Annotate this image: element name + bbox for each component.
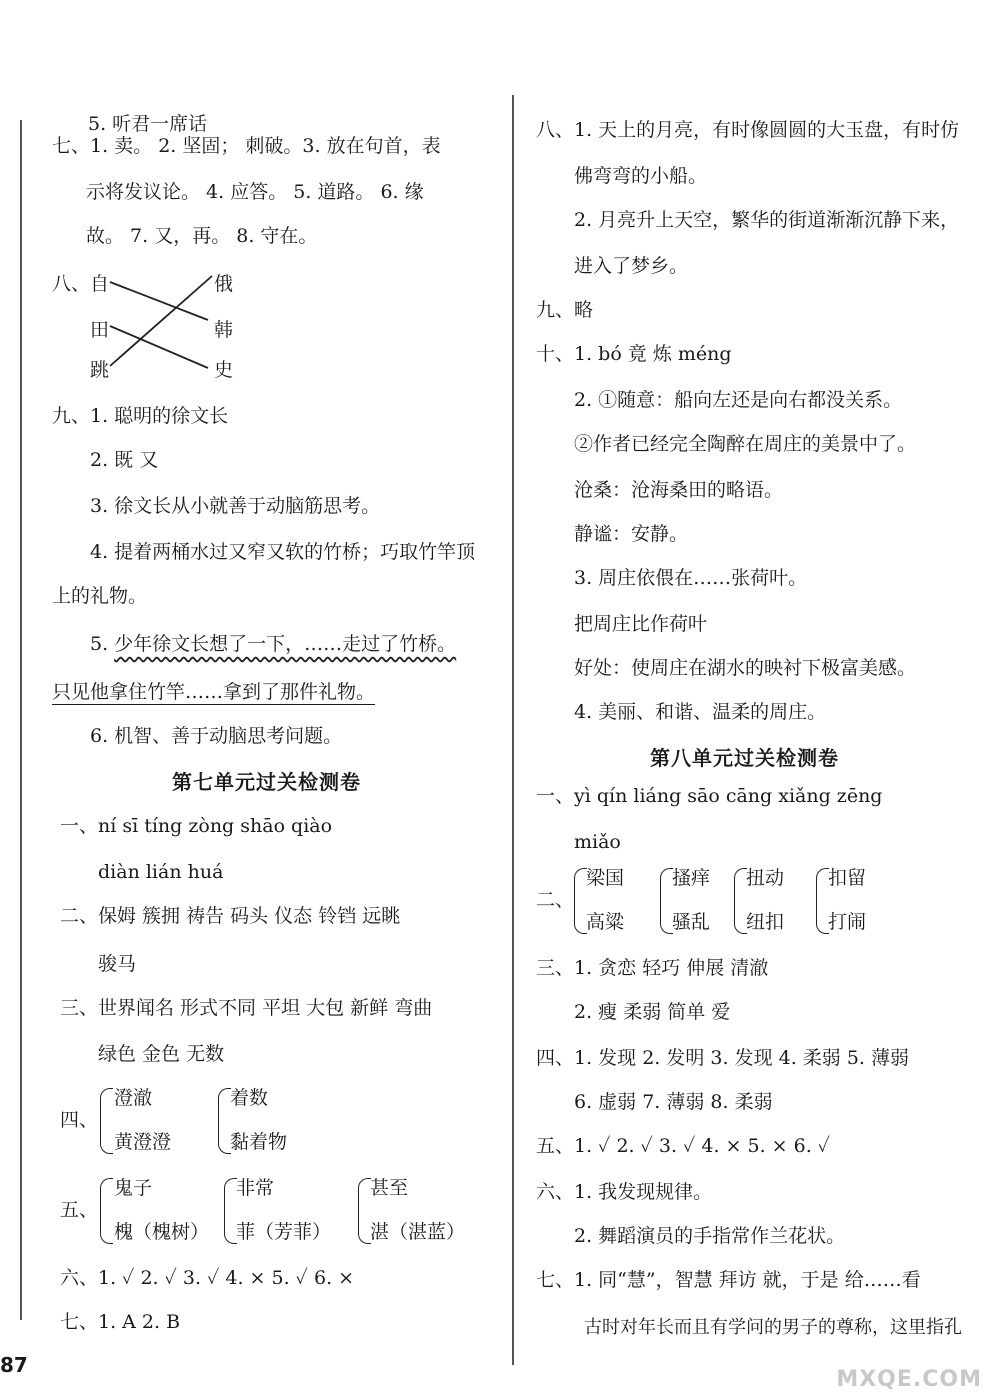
word-pair-item: 纽扣 xyxy=(746,911,785,933)
answer-line: 六、1. 我发现规律。 xyxy=(536,1181,713,1203)
answer-line: 2. 月亮升上天空，繁华的街道渐渐沉静下来， xyxy=(574,209,960,231)
unit8-heading: 第八单元过关检测卷 xyxy=(650,746,839,770)
question-label: 五、 xyxy=(60,1199,99,1221)
match-line xyxy=(110,326,208,368)
answer-prefix: 5. xyxy=(90,633,115,655)
word-pair-item: 澄澈 xyxy=(114,1087,153,1109)
answer-line: 六、1. ✓ 2. ✓ 3. ✓ 4. × 5. ✓ 6. × xyxy=(60,1267,355,1289)
watermark: MXQE.COM xyxy=(836,1367,982,1392)
brace xyxy=(100,1088,113,1154)
answer-line: 沧桑：沧海桑田的略语。 xyxy=(574,479,784,501)
answer-line: 七、1. 卖。 2. 坚固； 刺破。3. 放在句首，表 xyxy=(52,135,441,157)
answer-line: 3. 徐文长从小就善于动脑筋思考。 xyxy=(90,495,381,517)
answer-line: 十、1. bó 竟 炼 méng xyxy=(536,343,732,365)
word-pair-item: 着数 xyxy=(230,1087,269,1109)
answer-line: 2. ①随意：船向左还是向右都没关系。 xyxy=(574,389,903,411)
answer-line: ②作者已经完全陶醉在周庄的美景中了。 xyxy=(574,433,917,455)
wavy-underlined-text: 少年徐文长想了一下，……走过了竹桥。 xyxy=(114,633,457,655)
question-label: 二、 xyxy=(536,889,575,911)
answer-line: 2. 瘦 柔弱 简单 爱 xyxy=(574,1001,731,1023)
word-pair-item: 黏着物 xyxy=(230,1131,288,1153)
match-line xyxy=(110,276,212,366)
answer-line: 4. 提着两桶水过又窄又软的竹桥；巧取竹竿顶 xyxy=(90,541,476,563)
answer-line: 6. 虚弱 7. 薄弱 8. 柔弱 xyxy=(574,1091,773,1113)
answer-line: 骏马 xyxy=(98,953,137,975)
answer-line: 静谧：安静。 xyxy=(574,523,689,545)
answer-line: 3. 周庄依偎在……张荷叶。 xyxy=(574,567,808,589)
pinyin-line: 一、yì qín liáng sāo cāng xiǎng zēng xyxy=(536,785,883,807)
answer-line: 七、1. A 2. B xyxy=(60,1311,181,1333)
answer-line: 上的礼物。 xyxy=(52,585,148,607)
answer-line: 八、1. 天上的月亮，有时像圆圆的大玉盘，有时仿 xyxy=(536,119,960,141)
word-pair-item: 菲（芳菲） xyxy=(236,1221,332,1243)
question-label: 八、 xyxy=(52,273,91,295)
match-line xyxy=(110,282,208,320)
answer-line: 好处：使周庄在湖水的映衬下极富美感。 xyxy=(574,657,917,679)
word-pair-item: 湛（湛蓝） xyxy=(370,1221,466,1243)
question-label: 四、 xyxy=(60,1109,99,1131)
word-pair-item: 梁国 xyxy=(586,867,625,889)
match-left-item: 跳 xyxy=(90,359,110,381)
pinyin-line: diàn lián huá xyxy=(98,861,224,883)
word-pair-item: 骚乱 xyxy=(672,911,711,933)
answer-line: 三、1. 贪恋 轻巧 伸展 清澈 xyxy=(536,957,769,979)
answer-line: 把周庄比作荷叶 xyxy=(574,613,708,635)
answer-line: 进入了梦乡。 xyxy=(574,255,689,277)
answer-line: 2. 舞蹈演员的手指常作兰花状。 xyxy=(574,1225,846,1247)
answer-line: 绿色 金色 无数 xyxy=(98,1043,225,1065)
word-pair-item: 非常 xyxy=(236,1177,275,1199)
answer-line: 古时对年长而且有学问的男子的尊称，这里指孔 xyxy=(584,1317,962,1338)
word-pair-item: 甚至 xyxy=(370,1177,409,1199)
answer-line: 七、1. 同“慧”，智慧 拜访 就，于是 给……看 xyxy=(536,1269,921,1291)
answer-line: 佛弯弯的小船。 xyxy=(574,165,708,187)
answer-line: 二、保姆 簇拥 祷告 码头 仪态 铃铛 远眺 xyxy=(60,905,401,927)
match-left-item: 田 xyxy=(90,319,110,341)
unit7-heading: 第七单元过关检测卷 xyxy=(172,770,361,794)
answer-line: 4. 美丽、和谐、温柔的周庄。 xyxy=(574,701,827,723)
match-right-item: 韩 xyxy=(214,319,234,341)
matching-lines xyxy=(104,272,224,382)
match-right-item: 史 xyxy=(214,359,234,381)
answer-line: 五、1. ✓ 2. ✓ 3. ✓ 4. × 5. × 6. ✓ xyxy=(536,1135,831,1157)
word-pair-item: 扣留 xyxy=(828,867,867,889)
answer-line: 故。 7. 又，再。 8. 守在。 xyxy=(86,225,318,247)
pinyin-line: 一、ní sī tíng zòng shāo qiào xyxy=(60,815,333,837)
answer-line: 示将发议论。 4. 应答。 5. 道路。 6. 缘 xyxy=(86,181,424,203)
word-pair-item: 打闹 xyxy=(828,911,867,933)
answer-line: 2. 既 又 xyxy=(90,449,159,471)
word-pair-item: 槐（槐树） xyxy=(114,1221,210,1243)
match-right-item: 俄 xyxy=(214,273,234,295)
word-pair-item: 高粱 xyxy=(586,911,625,933)
word-pair-item: 鬼子 xyxy=(114,1177,153,1199)
pinyin-line: miǎo xyxy=(574,831,621,853)
word-pair-item: 扭动 xyxy=(746,867,785,889)
match-left-item: 自 xyxy=(90,273,110,295)
word-pair-item: 搔痒 xyxy=(672,867,711,889)
left-margin-rule xyxy=(20,120,22,1320)
brace xyxy=(100,1178,113,1244)
answer-line: 5. 听君一席话 xyxy=(88,113,208,135)
answer-line: 6. 机智、善于动脑思考问题。 xyxy=(90,725,343,747)
underlined-answer-line: 只见他拿住竹竿……拿到了那件礼物。 xyxy=(52,681,376,703)
answer-line: 九、1. 聪明的徐文长 xyxy=(52,405,229,427)
page-number: 87 xyxy=(0,1353,28,1377)
word-pair-item: 黄澄澄 xyxy=(114,1131,172,1153)
answer-line: 九、略 xyxy=(536,299,594,321)
column-divider-rule xyxy=(512,95,514,1365)
answer-line: 三、世界闻名 形式不同 平坦 大包 新鲜 弯曲 xyxy=(60,997,433,1019)
answer-line xyxy=(90,632,456,656)
answer-line: 四、1. 发现 2. 发明 3. 发现 4. 柔弱 5. 薄弱 xyxy=(536,1047,909,1069)
